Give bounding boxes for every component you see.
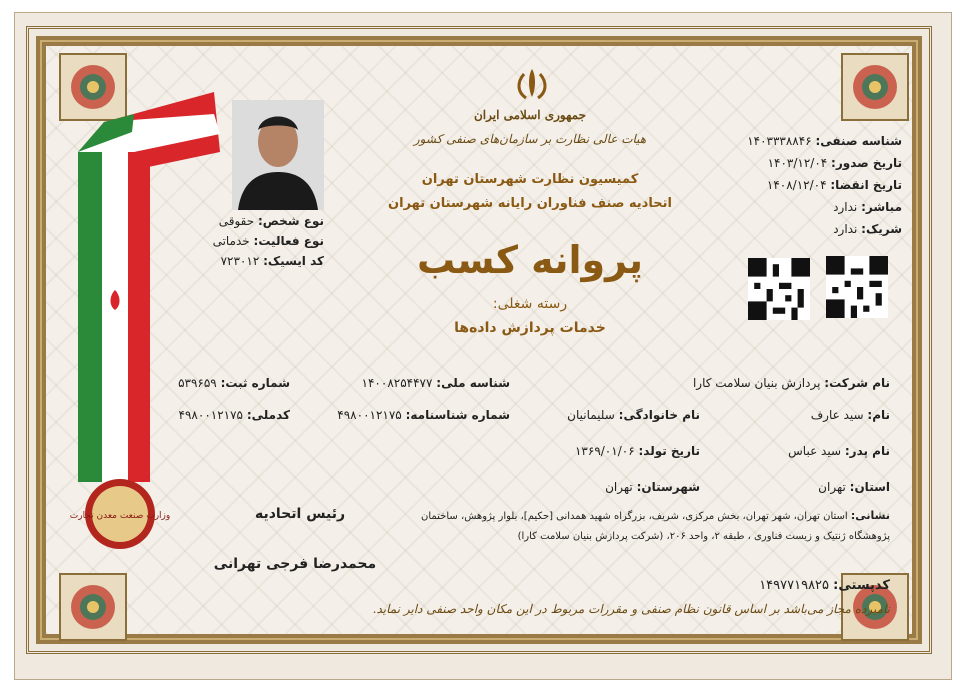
issue-date: تاریخ صدور: ۱۴۰۳/۱۲/۰۴ (767, 156, 902, 170)
guild-id: شناسه صنفی: ۱۴۰۳۳۳۸۸۴۶ (747, 134, 902, 148)
family-name: نام خانوادگی: سلیمانیان (567, 408, 700, 422)
header-council: هیات عالی نظارت بر سازمان‌های صنفی کشور (413, 132, 647, 146)
first-name: نام: سید عارف (810, 408, 890, 422)
header-union: اتحادیه صنف فناوران رایانه شهرستان تهران (388, 196, 672, 211)
header-commission: کمیسیون نظارت شهرستان تهران (421, 172, 639, 187)
national-code: کدملی: ۴۹۸۰۰۱۲۱۷۵ (178, 408, 290, 422)
guild-label: رسته شغلی: (492, 296, 568, 312)
registration-number: شماره ثبت: ۵۳۹۶۵۹ (178, 376, 290, 390)
qr-code-left (748, 258, 810, 320)
union-head-name: محمدرضا فرجی تهرانی (213, 556, 377, 572)
id-number: شماره شناسنامه: ۴۹۸۰۰۱۲۱۷۵ (337, 408, 510, 422)
flag-ribbon (74, 92, 224, 492)
seal-text: وزارت صنعت معدن تجارت (69, 511, 171, 521)
postal-code: کدپستی: ۱۴۹۷۷۱۹۸۲۵ (759, 578, 890, 593)
address: نشانی: استان تهران، شهر تهران، بخش مرکزی، شریف، بزرگراه شهید همدانی [حکیم]، بلوار پژوهش، ساختمان پژوهشگاه ژنتیک و زیست فناوری ، طبقه ۲، واحد ۲۰۶، (شرکت پردازش بنیان سلامت کارا) (420, 509, 890, 542)
ministry-seal (69, 478, 171, 550)
isic-code: کد ایسیک: ۷۲۳۰۱۲ (220, 254, 324, 268)
union-head-title: رئیس اتحادیه (254, 506, 346, 522)
guild-value: خدمات پردازش داده‌ها (454, 320, 606, 336)
father-name: نام پدر: سید عباس (788, 444, 890, 458)
owner-photo (232, 100, 324, 210)
person-type: نوع شخص: حقوقی (218, 214, 324, 228)
qr-code-right (826, 256, 888, 318)
footer-note: نامبرده مجاز می‌باشد بر اساس قانون نظام صنفی و مقررات مربوط در این مکان واحد صنفی دایر نماید. (372, 602, 890, 616)
corner-ornament-bottom-left (58, 572, 128, 642)
manager: مباشر: ندارد (833, 200, 902, 214)
license-title: پروانه کسب (416, 238, 644, 282)
city: شهرستان: تهران (605, 480, 700, 494)
partner: شریک: ندارد (833, 222, 902, 236)
company-name: نام شرکت: پردازش بنیان سلامت کارا (692, 376, 890, 390)
national-id: شناسه ملی: ۱۴۰۰۸۲۵۴۴۷۷ (361, 376, 510, 390)
province: استان: تهران (818, 480, 890, 494)
corner-ornament-top-right (840, 52, 910, 122)
activity-type: نوع فعالیت: خدماتی (212, 234, 324, 248)
header-country: جمهوری اسلامی ایران (473, 108, 587, 122)
iran-emblem-icon (514, 66, 550, 102)
birth-date: تاریخ تولد: ۱۳۶۹/۰۱/۰۶ (574, 444, 700, 458)
expiry-date: تاریخ انقضا: ۱۴۰۸/۱۲/۰۴ (766, 178, 902, 192)
